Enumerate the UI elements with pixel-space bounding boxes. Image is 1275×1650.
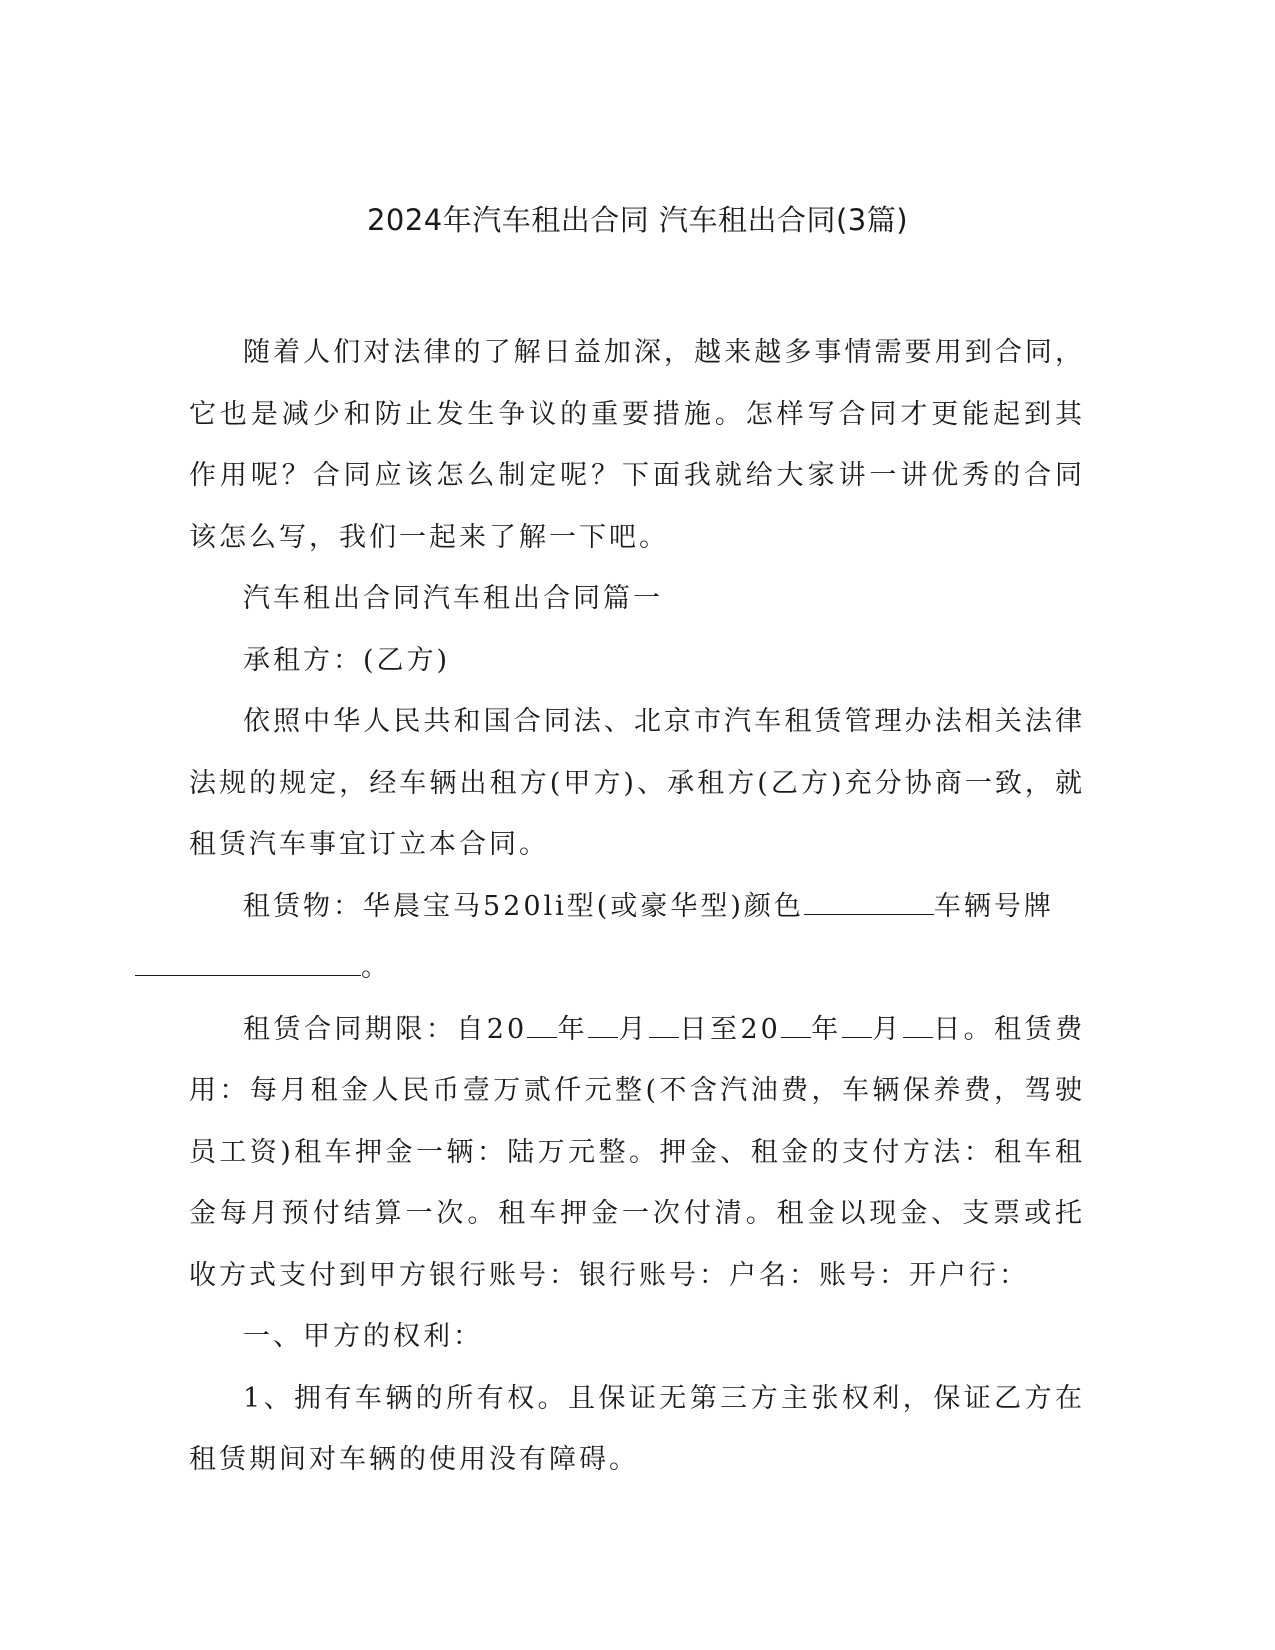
plate-blank <box>135 947 361 976</box>
plate-label: 车辆号牌 <box>933 890 1054 922</box>
end-day-blank <box>903 1008 933 1037</box>
rights-heading: 一、甲方的权利： <box>243 1321 483 1352</box>
color-blank <box>804 885 934 914</box>
start-year-blank <box>527 1008 557 1037</box>
basis-paragraph: 依照中华人民共和国合同法、北京市汽车租赁管理办法相关法律法规的规定，经车辆出租方(甲方)、承租方(乙方)充分协商一致，就租赁汽车事宜订立本合同。 <box>189 706 1085 860</box>
lease-object-label: 租赁物：华晨宝马520li型(或豪华型)颜色 <box>243 890 804 922</box>
intro-paragraph: 随着人们对法律的了解日益加深，越来越多事情需要用到合同，它也是减少和防止发生争议的重要措施。怎样写合同才更能起到其作用呢？合同应该怎么制定呢？下面我就给大家讲一讲优秀的合同该怎么写，我们一起来了解一下吧。 <box>189 337 1085 553</box>
lease-object-end: 。 <box>361 952 391 983</box>
section-heading: 汽车租出合同汽车租出合同篇一 <box>243 583 663 614</box>
end-year-blank <box>781 1008 811 1037</box>
start-day-blank <box>649 1008 679 1037</box>
lease-object-paragraph <box>189 876 1085 999</box>
document-title: 2024年汽车租出合同 汽车租出合同(3篇) <box>366 203 909 237</box>
lessee-line: 承租方：(乙方) <box>243 644 451 676</box>
term-paragraph: 租赁合同期限：自20 年 月 日至20 年 月 日。租赁费用：每月租金人民币壹万贰仟元整(不含汽油费，车辆保养费，驾驶员工资)租车押金一辆：陆万元整。押金、租金的支付方法：租车租金每月预付结算一次。租车押金一次付清。租金以现金、支票或托收方式支付到甲方银行账号：银行账号：户名：账号：开户行： <box>189 999 1085 1307</box>
end-month-blank <box>842 1008 872 1037</box>
start-month-blank <box>588 1008 618 1037</box>
document-body <box>189 322 1085 1491</box>
right-item-1: 1、拥有车辆的所有权。且保证无第三方主张权利，保证乙方在租赁期间对车辆的使用没有障碍。 <box>189 1382 1085 1475</box>
